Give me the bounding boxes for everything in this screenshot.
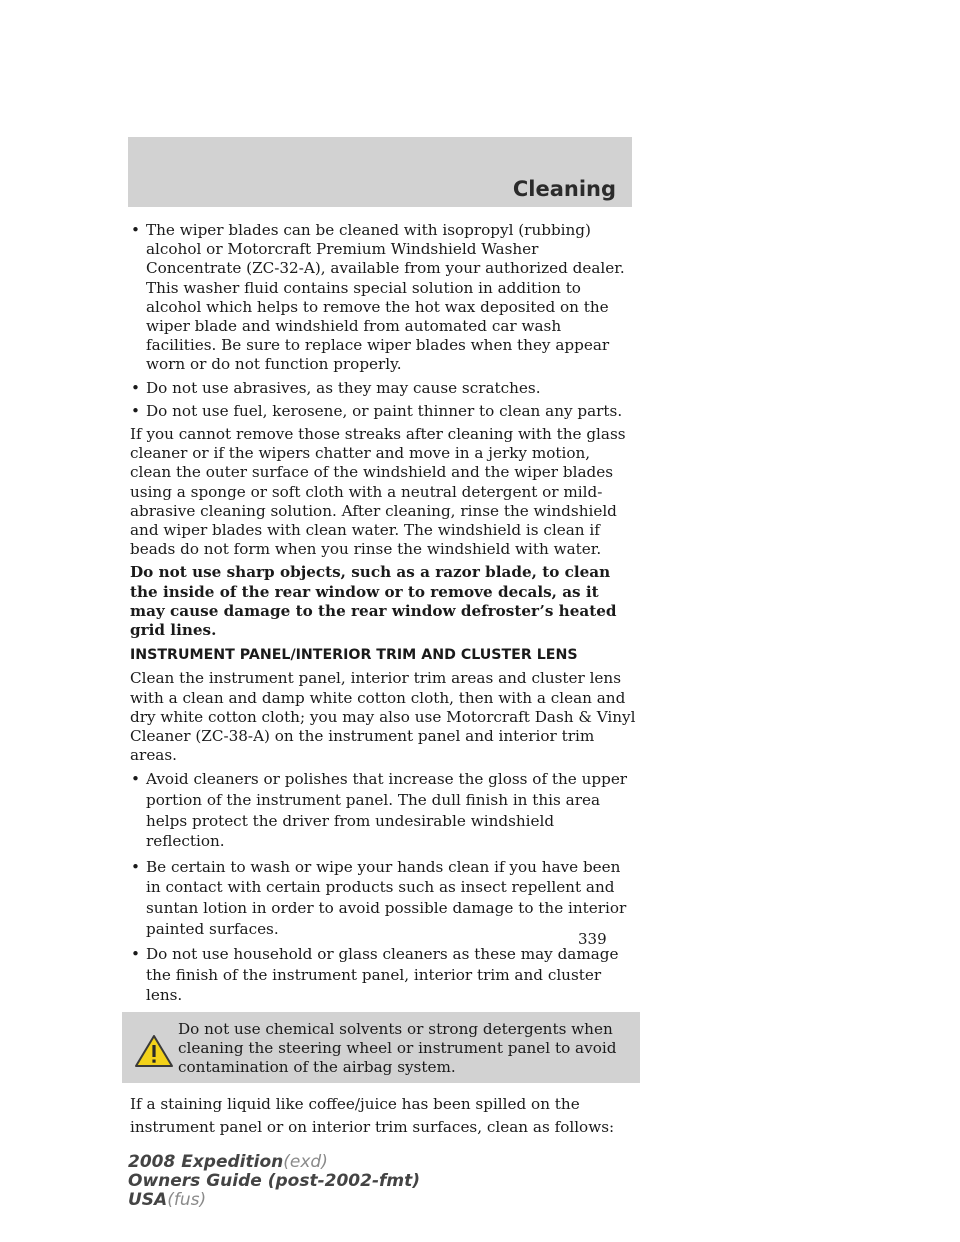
page-content xyxy=(130,221,636,1143)
warning-text: Do not use chemical solvents or strong detergents when cleaning the steering wheel or instrument panel to avoid contamination of the airbag system. xyxy=(178,1020,617,1077)
bullet-fuel: • Do not use fuel, kerosene, or paint thinner to clean any parts. xyxy=(131,401,623,420)
bullet-wiper-blades: • The wiper blades can be cleaned with isopropyl (rubbing) alcohol or Motorcraft Premium Windshield Washer Concentrate (ZC-32-A), available from your authorized dealer. This washer fluid contains special solution in addition to alcohol which helps to remove the hot wax deposited on the wiper blade and windshield from automated car wash facilities. Be sure to replace wiper blades when they appear worn or do not function properly. xyxy=(131,221,625,374)
footer-line-1: 2008 Expedition(exd) xyxy=(128,1152,328,1172)
bullet-abrasives: • Do not use abrasives, as they may cause scratches. xyxy=(131,378,541,397)
instrument-intro-paragraph: Clean the instrument panel, interior trim areas and cluster lens with a clean and damp white cotton cloth, then with a clean and dry white cotton cloth; you may also use Motorcraft Dash & Vinyl Cleaner (ZC-38-A) on the instrument panel and interior trim areas. xyxy=(130,669,636,765)
streaks-paragraph: If you cannot remove those streaks after cleaning with the glass cleaner or if the wipers chatter and move in a jerky motion, clean the outer surface of the windshield and the wiper blades using a sponge or soft cloth with a neutral detergent or mild-abrasive cleaning solution. After cleaning, rinse the windshield and wiper blades with clean water. The windshield is clean if beads do not form when you rinse the windshield with water. xyxy=(130,425,626,559)
section-title: Cleaning xyxy=(512,177,616,201)
bullet-dot: • xyxy=(131,221,140,239)
bullet-hands: • Be certain to wash or wipe your hands clean if you have been in contact with certain products such as insect repellent and suntan lotion in order to avoid possible damage to the interior painted surfaces. xyxy=(131,857,627,938)
warning-triangle-icon xyxy=(134,1034,174,1068)
airbag-warning-box xyxy=(122,1012,640,1083)
footer-line-2: Owners Guide (post-2002-fmt) xyxy=(128,1171,421,1191)
bullet-dot: • xyxy=(131,945,140,964)
sharp-objects-caution: Do not use sharp objects, such as a razor blade, to clean the inside of the rear window or to remove decals, as it may cause damage to the rear window defroster’s heated grid lines. xyxy=(130,563,617,640)
document-footer xyxy=(128,1153,420,1210)
section-header-band xyxy=(128,137,632,207)
bullet-dot: • xyxy=(131,770,140,789)
staining-paragraph: If a staining liquid like coffee/juice has been spilled on the instrument panel or on interior trim surfaces, clean as follows: xyxy=(130,1095,615,1137)
bullet-gloss: • Avoid cleaners or polishes that increase the gloss of the upper portion of the instrument panel. The dull finish in this area helps protect the driver from undesirable windshield reflection. xyxy=(131,770,628,851)
instrument-panel-heading: INSTRUMENT PANEL/INTERIOR TRIM AND CLUSTER LENS xyxy=(130,647,578,664)
footer-line-3: USA(fus) xyxy=(128,1190,207,1210)
page-number: 339 xyxy=(578,930,607,948)
bullet-dot: • xyxy=(131,857,140,876)
bullet-dot: • xyxy=(131,378,140,397)
bullet-household: • Do not use household or glass cleaners as these may damage the finish of the instrument panel, interior trim and cluster lens. xyxy=(131,945,619,1005)
bullet-dot: • xyxy=(131,401,140,420)
